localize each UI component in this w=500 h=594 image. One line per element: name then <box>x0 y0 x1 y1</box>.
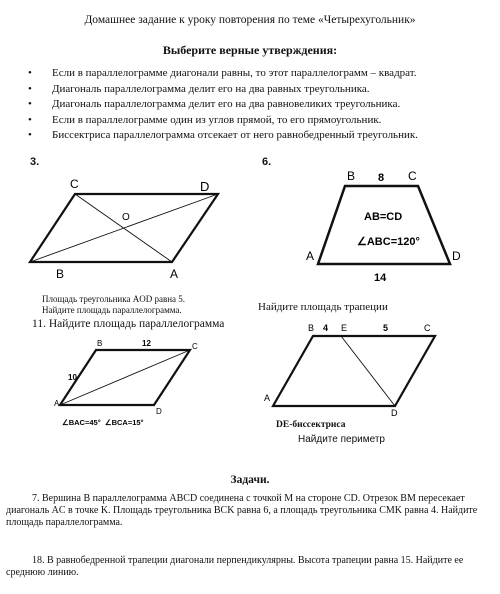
side-bc-length: 12 <box>142 339 151 348</box>
statement-item: • Если в параллелограмме диагонали равны, то этот параллелограмм – квадрат. <box>24 66 494 82</box>
vertex-d-label: D <box>391 408 398 418</box>
page-title: Домашнее задание к уроку повторения по теме «Четырехугольник» <box>84 14 416 26</box>
task-7: 7. Вершина B параллелограмма ABCD соединена с точкой M на стороне CD. Отрезок BM пересекает диагональ AC в точке K. Площадь треугольника BCK равна 6, а площадь треугольника CMK равна 4. Найдите площадь параллелограмма. <box>6 493 478 528</box>
problem-6-number: 6. <box>262 156 272 168</box>
bisector-de <box>341 336 395 406</box>
point-o-label: O <box>122 212 130 223</box>
task-18: 18. В равнобедренной трапеции диагонали перпендикулярны. Высота трапеции равна 15. Найдите ее среднюю линию. <box>6 555 464 578</box>
vertex-c-label: C <box>424 323 431 333</box>
equality-ab-cd: AB=CD <box>364 211 403 223</box>
vertex-b-label: B <box>347 169 356 183</box>
angle-abc: ∠ABC=120° <box>357 236 420 248</box>
statement-item: • Диагональ параллелограмма делит его на два равновеликих треугольника. <box>24 97 494 113</box>
vertex-a-label: A <box>54 399 60 408</box>
problem-3-caption-1: Площадь треугольника AOD равна 5. <box>42 294 186 304</box>
angles-note: ∠BAC=45° ∠BCA=15° <box>62 418 144 427</box>
vertex-d-label: D <box>156 407 162 416</box>
problem-bisector-caption: Найдите периметр <box>298 434 385 445</box>
statement-item: • Если в параллелограмме один из углов прямой, то его прямоугольник. <box>24 113 494 129</box>
base-top-length: 8 <box>378 172 385 184</box>
vertex-d-label: D <box>452 249 461 263</box>
vertex-b-label: B <box>97 339 103 348</box>
segment-be-length: 4 <box>323 323 329 333</box>
vertex-b-label: B <box>56 267 65 281</box>
vertex-b-label: B <box>308 323 315 333</box>
side-ab-length: 10 <box>68 373 77 382</box>
problem-bisector-figure <box>258 318 448 422</box>
vertex-a-label: A <box>264 393 271 403</box>
vertex-c-label: C <box>408 169 417 183</box>
vertex-c-label: C <box>192 342 198 351</box>
problem-3-number: 3. <box>30 156 40 168</box>
vertex-d-label: D <box>200 179 210 194</box>
problem-6-figure <box>290 168 490 293</box>
vertex-c-label: C <box>70 177 79 191</box>
statement-item: • Диагональ параллелограмма делит его на два равных треугольника. <box>24 82 494 98</box>
point-e-label: E <box>341 323 348 333</box>
trapezoid-abcd <box>318 186 450 264</box>
vertex-a-label: A <box>170 267 179 281</box>
bisector-note: DE-биссектриса <box>276 420 346 430</box>
base-bottom-length: 14 <box>374 272 387 284</box>
problem-3-caption-2: Найдите площадь параллелограмма. <box>42 305 182 315</box>
vertex-a-label: A <box>306 249 315 263</box>
segment-ec-length: 5 <box>383 323 389 333</box>
tasks-heading: Задачи. <box>230 474 270 486</box>
problem-6-caption: Найдите площадь трапеции <box>258 301 388 313</box>
problem-11-figure <box>50 334 210 434</box>
statement-item: • Биссектриса параллелограмма отсекает от него равнобедренный треугольник. <box>24 128 494 144</box>
statements-list <box>24 66 494 144</box>
problem-3-figure <box>0 170 250 290</box>
page-subtitle: Выберите верные утверждения: <box>162 43 338 57</box>
parallelogram-abcd <box>273 336 435 406</box>
diagonal-db <box>30 194 218 262</box>
diagonal-ac <box>60 350 190 405</box>
problem-11-heading: 11. Найдите площадь параллелограмма <box>32 318 225 330</box>
